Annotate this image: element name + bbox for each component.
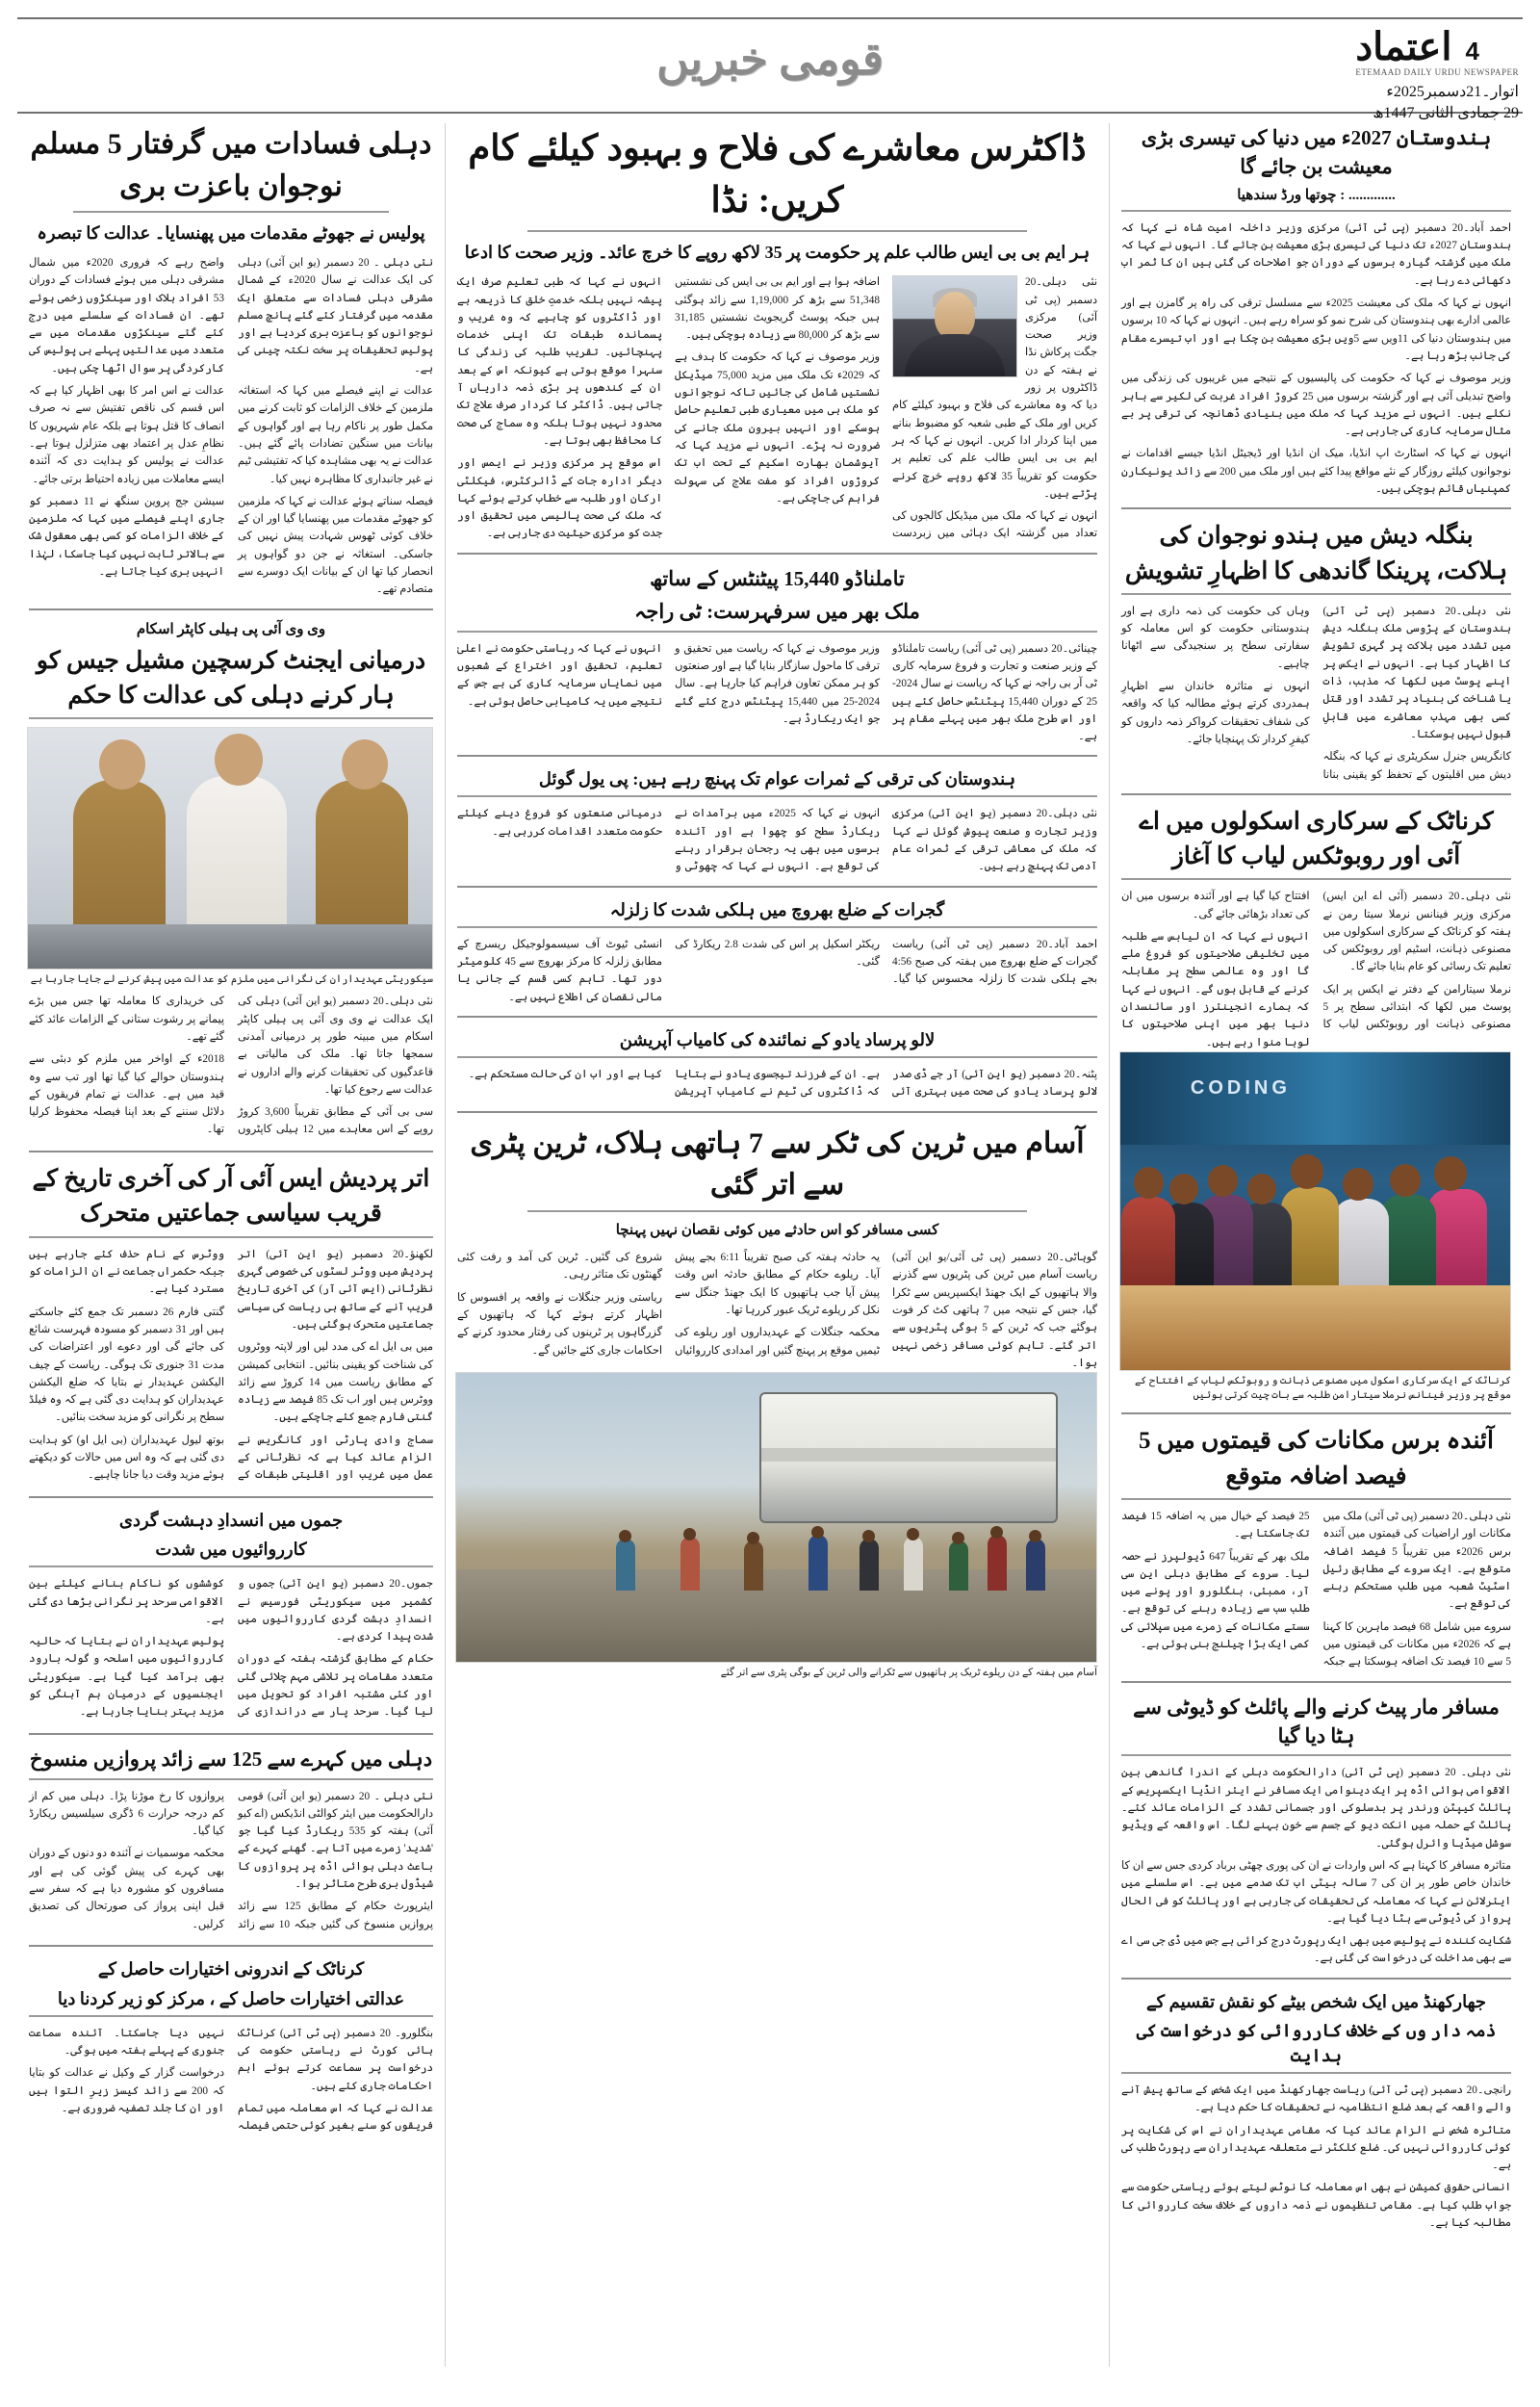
paragraph: انہوں نے کہا کہ 2025ء میں برآمدات نے ریکارڈ سطح کو چھوا ہے اور آئندہ برسوں میں بھی یہ رجحان برقرار رہنے کی توقع ہے۔ انہوں نے کہا کہ چھوٹی و درمیانی صنعتوں کو فروغ دینے کیلئے حکومت متعدد اقدامات کررہی ہے۔ [457,808,880,873]
article-body [457,273,1097,542]
student-head [1134,1167,1164,1199]
paragraph: وزیر موصوف نے کہا کہ حکومت کی پالیسیوں کے نتیجے میں غریبوں کی زندگی میں واضح تبدیلی آئی ہے اور گزشتہ برسوں میں 25 کروڑ افراد غربت کی لکیر سے باہر نکلے ہیں۔ انہوں نے مزید کہا کہ ملک میں بنیادی ڈھانچہ کی ترقی پر بے مثال سرمایہ کاری کی جارہی ہے۔ [1121,373,1511,438]
paragraph: گوہاٹی۔20 دسمبر (پی ٹی آئی/یو این آئی) ریاست آسام میں ٹرین کی پٹریوں سے گذرنے والا ہاتھیوں کے ایک جھنڈ ایکسپریس سے ٹکرا گیا، جس کے نتیجہ میں 7 ہاتھی کٹ کر فوت ہوگئے جب کہ ٹرین کے 5 بوگی پٹریوں سے اتر گئے۔ تاہم کوئی مسافر زخمی نہیں ہوا۔ [892,1252,1097,1369]
headline-line-1: جموں میں انسدادِ دہشت گردی [118,1511,344,1531]
logo-word: اعتماد [1355,25,1452,68]
paragraph: پولیس عہدیداران نے بتایا کہ حالیہ کارروائیوں میں اسلحہ و گولہ بارود بھی برآمد کیا گیا ہے۔ سیکوریٹی ایجنسیوں کے درمیان ہم آہنگی کو مزید بہتر بنایا جارہا ہے۔ [29,1636,224,1719]
paragraph: احمد آباد۔20 دسمبر (پی ٹی آئی) ریاست گجرات کے ضلع بھروچ میں ہفتہ کی صبح 4:56 بجے ہلکی شدت کا زلزلہ محسوس کیا گیا۔ ریکٹر اسکیل پر اس کی شدت 2.8 ریکارڈ کی گئی۔ [675,938,1097,986]
train-accident-photo [455,1372,1097,1663]
bystander [949,1540,968,1591]
article-body [29,1575,433,1723]
paragraph: محکمہ جنگلات کے عہدیداروں اور ریلوے کی ٹیمیں موقع پر پہنچ گئیں اور امدادی کارروائیاں شروع کی گئیں۔ ٹرین کی آمد و رفت کئی گھنٹوں تک متاثر رہی۔ [457,1252,880,1357]
paragraph: درخواست گزار کے وکیل نے عدالت کو بتایا کہ 200 سے زائد کیسز زیرِ التوا ہیں اور ان کا جلد تصفیہ ضروری ہے۔ [29,2067,225,2114]
portrait-shoulders [905,334,1005,376]
official-head [1208,1165,1238,1197]
paragraph: انہوں نے کہا کہ ریاستی حکومت نے اعلیٰ تعلیم، تحقیق اور اختراع کے شعبوں میں نمایاں سرمایہ کاری کی ہے جس کے نتیجے میں یہ کامیابی حاصل ہوئی ہے۔ [457,642,662,708]
deck: ہر ایم بی بی ایس طالب علم پر حکومت پر 35 لاکھ روپے کا خرچ عائد۔ وزیر صحت کا ادعا [464,243,1091,263]
bystander [860,1539,879,1591]
paragraph: متاثرہ شخص نے الزام عائد کیا کہ مقامی عہدیداران نے اس کی شکایت پر کوئی کارروائی نہیں کی۔ ضلع کلکٹر نے متعلقہ عہدیداران سے رپورٹ طلب کی ہے۔ [1121,2124,1511,2172]
deck: پولیس نے جھوٹے مقدمات میں پھنسایا۔ عدالت کا تبصرہ [37,223,425,243]
paragraph: انہوں نے متاثرہ خاندان سے اظہارِ ہمدردی کرتے ہوئے مطالبہ کیا کہ واقعہ کی شفاف تحقیقات کرواکر ذمہ داروں کو کیفرِ کردار تک پہنچایا جائے۔ [1121,681,1310,745]
paragraph: واضح رہے کہ فروری 2020ء میں شمال مشرقی دہلی میں ہوئے فسادات کے دوران 53 افراد ہلاک اور سینکڑوں زخمی ہوئے تھے۔ ان فسادات کے سلسلے میں درج کئے گئے سینکڑوں مقدمات میں سے متعدد میں عدالتیں پہلے ہی پولیس کی کارکردگی پر سوال اٹھا چکی ہیں۔ [29,257,224,375]
train-scene [456,1373,1096,1662]
headline: ڈاکٹرس معاشرے کی فلاح و بہبود کیلئے کام کریں: نڈا [468,129,1087,220]
article-housing [1121,1424,1511,1670]
paragraph: جموں۔20 دسمبر (یو این آئی) جموں و کشمیر میں سیکوریٹی فورسیس نے انسدادِ دہشت گردی کارروائیوں میں شدت پیدا کردی ہے۔ [238,1578,433,1643]
paragraph: سی بی آئی کے مطابق تقریباً 3,600 کروڑ روپے کے اس معاہدے میں 12 ہیلی کاپٹروں کی خریداری کا معاملہ تھا جس میں بڑے پیمانے پر رشوت ستانی کے الزامات عائد کئے گئے تھے۔ [29,996,433,1136]
accused-person-head [215,734,263,786]
article-jammu [29,1508,433,1723]
paragraph: وزیر موصوف نے کہا کہ حکومت کا ہدف ہے کہ 2029ء تک ملک میں مزید 75,000 میڈیکل نشستیں شامل کی جائیں تاکہ نوجوانوں کو ملک ہی میں معیاری طبی تعلیم حاصل ہوسکے اور انہیں بیرون ملک جانے کی ضرورت نہ پڑے۔ انہوں نے مزید کہا کہ آیوشمان بھارت اسکیم کے تحت اب تک کروڑوں افراد کو مفت علاج کی سہولت فراہم کی جاچکی ہے۔ [675,351,880,505]
official-head [1247,1174,1276,1204]
article-assam-train [457,1123,1097,1681]
section-title: قومی خبریں [656,35,884,84]
paragraph: نئی دہلی۔20 دسمبر (یو این آئی) دہلی کی ایک عدالت نے وی وی آئی پی ہیلی کاپٹر اسکام میں مبینہ طور پر درمیانی آمدنی سمجھا جاتا تھا۔ ملک کی مالیاتی بے قاعدگیوں کی تحقیقات کرنے والے اداروں نے عدالت سے رجوع کیا تھا۔ [238,996,433,1096]
headline: ہندوستان 2027ء میں دنیا کی تیسری بڑی معیشت بن جائے گا [1141,126,1492,179]
article-gujarat-quake [457,897,1097,1006]
article-economy-2027 [1121,123,1511,498]
article-body [29,254,433,599]
headline-line-1: تاملناڈو 15,440 پیٹنٹس کے ساتھ [650,566,905,590]
masthead [17,17,1523,122]
paragraph: سروے میں شامل 68 فیصد ماہرین کا کہنا ہے کہ 2026ء میں مکانات کی قیمتوں میں 5 سے 10 فیصد تک اضافہ ہوسکتا ہے جبکہ 25 فیصد کے خیال میں یہ اضافہ 15 فیصد تک جاسکتا ہے۔ [1121,1510,1511,1669]
paragraph: گنتی فارم 26 دسمبر تک جمع کئے جاسکتے ہیں اور 31 دسمبر کو مسودہ فہرست شائع کی جائے گی اور دعوے اور اعتراضات کی مدت 31 جنوری تک ہوگی۔ ریاست کے چیف الیکشن عہدیدار نے بتایا کہ ضلع الیکشن عہدیداران کو ہدایت دی گئی ہے کہ وہ فیلڈ سطح پر نگرانی کو مزید سخت بنائیں۔ [29,1306,225,1424]
article-body [1121,220,1511,498]
paragraph: محکمہ موسمیات نے آئندہ دو دنوں کے دوران بھی کہرے کی پیش گوئی کی ہے اور مسافروں کو مشورہ دیا ہے کہ سفر سے قبل اپنی پرواز کی صورتحال کی تصدیق کرلیں۔ [29,1848,224,1930]
paragraph: نئی دہلی ۔ 20 دسمبر (یو این آئی) دہلی کی ایک عدالت نے سال 2020ء کے شمال مشرقی دہلی فسادات سے متعلق ایک مقدمہ میں گرفتار کئے گئے پانچ مسلم نوجوانوں کو باعزت بری کردیا ہے اور پولیس تحقیقات پر سخت نکتہ چینی کی ہے۔ [238,257,433,375]
article-india-progress [457,766,1097,875]
official-head [1169,1174,1198,1204]
paragraph: انسانی حقوق کمیشن نے بھی اس معاملہ کا نوٹس لیتے ہوئے ریاستی حکومت سے جواب طلب کیا ہے۔ مقامی تنظیموں نے ذمہ داروں کے خلاف سخت کارروائی کا مطالبہ کیا ہے۔ [1121,2182,1511,2230]
bystander [904,1537,923,1591]
headline-line-2: عدالتی اختیارات حاصل کے ، مرکز کو زیر کردنا دیا [57,1988,405,2008]
column-middle [445,123,1109,2367]
headline-line-2: ذمہ دار وں کے خلاف کارروائی کو درخواست کی ہدایت [1136,2020,1497,2065]
logo-latin-subtitle: ETEMAAD DAILY URDU NEWSPAPER [1355,67,1519,77]
column-right [1109,123,1523,2367]
paragraph: سیشن جج پروین سنگھ نے 11 دسمبر کو جاری اپنے فیصلے میں کہا کہ ملزمین کے خلاف الزامات کو کسی بھی معقول شک سے بالاتر ثابت نہیں کیا جاسکا، لہٰذا انہیں بری کیا جاتا ہے۔ [29,495,225,579]
column-left [17,123,445,2367]
paragraph: رانچی۔20 دسمبر (پی ٹی آئی) ریاست جھارکھنڈ میں ایک شخص کے ساتھ پیش آنے والے واقعہ کے بعد ضلع انتظامیہ نے تحقیقات کا حکم دیا ہے۔ [1121,2084,1511,2114]
stage-banner [1120,1052,1510,1145]
article-lead-nadda [457,123,1097,543]
paragraph: اس موقع پر مرکزی وزیر نے ایمس اور دیگر ادارہ جات کے ڈائرکٹرس، فیکلٹی ارکان اور طلبہ سے خطاب کرتے ہوئے کہا کہ ملک کی صحت پالیسی میں تحقیق اور جدت کو مرکزی حیثیت دی جارہی ہے۔ [457,457,662,540]
paragraph: ریاستی وزیر جنگلات نے واقعہ پر افسوس کا اظہار کرتے ہوئے کہا کہ ہاتھیوں کے گزرگاہوں پر ٹرینوں کی رفتار محدود کرنے کے احکامات جاری کئے جائیں گے۔ [457,1291,662,1357]
ground [28,924,432,969]
paragraph: نئی دہلی ۔ 20 دسمبر (یو این آئی) قومی دارالحکومت میں ایئر کوالٹی انڈیکس (اے کیو آئی) ہفتہ کو 535 ریکارڈ کیا گیا جو 'شدید' زمرے میں آتا ہے۔ گھنے کہرے کے باعث دہلی ہوائی اڈہ پر پروازوں کا شیڈول بری طرح متاثر ہوا۔ [238,1790,433,1891]
student-head [1434,1156,1467,1191]
bystander [988,1535,1007,1591]
article-karnataka-court [29,1956,433,2135]
paragraph: انہوں نے کہا کہ ان لیابس سے طلبہ میں تخلیقی صلاحیتوں کو فروغ ملے گا اور وہ عالمی سطح پر مقابلہ کرنے کے قابل ہوں گے۔ انہوں نے کہا کہ ہمارے انجینئرز اور سائنسدان دنیا بھر میں اپنی صلاحیتوں کا لوہا منوا رہے ہیں۔ [1121,930,1310,1048]
paragraph: انسٹی ٹیوٹ آف سیسمولوجیکل ریسرچ کے مطابق زلزلہ کا مرکز بھروچ سے 45 کلومیٹر دور تھا۔ تاہم کسی قسم کے جانی یا مالی نقصان کی اطلاع نہیں ہے۔ [457,938,662,1003]
article-pilot-passenger [1121,1693,1511,1968]
article-body [1121,1508,1511,1671]
article-karnataka-ai [1121,805,1511,1404]
headline-line-2: کارروائیوں میں شدت [155,1540,307,1560]
paragraph: ایئرپورٹ حکام کے مطابق 125 سے زائد پروازیں منسوخ کی گئیں جبکہ 10 سے زائد پروازوں کا رخ موڑنا پڑا۔ دہلی میں کم از کم درجہ حرارت 6 ڈگری سیلسیس ریکارڈ کیا گیا۔ [29,1790,433,1930]
paragraph: بنگلورو۔ 20 دسمبر (پی ٹی آئی) کرناٹک ہائی کورٹ نے ریاستی حکومت کی درخواست پر سماعت کرتے ہوئے اہم احکامات جاری کئے ہیں۔ [238,2027,433,2092]
article-body [1121,888,1511,1051]
article-body [1121,2082,1511,2232]
bystander [744,1540,763,1591]
headline: اتر پردیش ایس آئی آر کی آخری تاریخ کے قریب سیاسی جماعتیں متحرک [32,1166,430,1228]
headline: آئندہ برس مکانات کی قیمتوں میں 5 فیصد اضافہ متوقع [1139,1428,1494,1489]
article-body [457,640,1097,746]
minister-portrait [892,275,1017,377]
paragraph: چینائی۔20 دسمبر (پی ٹی آئی) ریاست تاملناڈو کے وزیر صنعت و تجارت و فروغ سرمایہ کاری ٹی آر بی راجہ نے کہا کہ ریاست نے سال 2024-25 کے دوران 15,440 پیٹنٹس حاصل کئے ہیں اور اس طرح ملک بھر میں پہلے مقام پر ہے۔ [892,642,1097,743]
byline: ............. : چوتھا ورڈ سندھیا [1237,187,1396,203]
paragraph: سماج وادی پارٹی اور کانگریس نے الزام عائد کیا ہے کہ نظرثانی کے عمل میں غریب اور اقلیتی طبقات کے ووٹرس کے نام حذف کئے جارہے ہیں جبکہ حکمراں جماعت نے ان الزامات کو مسترد کیا ہے۔ [29,1248,433,1482]
article-body [457,1249,1097,1372]
paragraph: عدالت نے کہا کہ اس معاملہ میں تمام فریقوں کو سنے بغیر کوئی حتمی فیصلہ نہیں دیا جاسکتا۔ آئندہ سماعت جنوری کے پہلے ہفتہ میں ہوگی۔ [29,2027,433,2133]
portrait-face [935,292,975,340]
paragraph: ملک بھر کے تقریباً 647 ڈیولپرز نے حصہ لیا۔ سروے کے مطابق دہلی این سی آر، ممبئی، بنگلورو اور پونے میں طلب سب سے زیادہ رہنے کی توقع ہے۔ سستے مکانات کے زمرے میں سپلائی کی کمی ایک بڑا چیلنج بنی ہوئی ہے۔ [1121,1550,1310,1650]
paragraph: نئی دہلی۔20 دسمبر (پی ٹی آئی) مرکزی وزیر صحت جگت پرکاش نڈا نے ہفتہ کے دن ڈاکٹروں پر زور دیا کہ وہ معاشرے کی فلاح و بہبود کیلئے کام کریں اور ملک کے طبی شعبہ کو مضبوط بنانے میں اپنا کردار ادا کریں۔ انہوں نے کہا کہ ہر ایم بی بی ایس طالب علم کی تعلیم پر حکومت کو تقریباً 35 لاکھ روپے خرچ کرنے پڑتے ہیں۔ [892,276,1097,500]
student-head [1390,1164,1421,1197]
student-head [1343,1168,1373,1201]
deck: کسی مسافر کو اس حادثے میں کوئی نقصان نہیں پہنچا [615,1222,939,1238]
headline: لالو پرساد یادو کے نمائندہ کی کامیاب آپریشن [619,1029,936,1049]
paragraph: نئی دہلی۔20 دسمبر (آئی اے این ایس) مرکزی وزیر فینانس نرملا سیتا رمن نے ہفتہ کو کرناٹک کے سرکاری اسکولوں میں مصنوعی ذہانت، اسٹیم اور روبوٹکس کی تعلیم تک رسائی کو عام بنایا جائے گا۔ [1322,891,1512,973]
locomotive [759,1392,1058,1523]
headline: گجرات کے ضلع بھروچ میں ہلکی شدت کا زلزلہ [609,899,945,919]
paragraph: حکام کے مطابق گزشتہ ہفتہ کے دوران متعدد مقامات پر تلاشی مہم چلائی گئی اور کئی مشتبہ افراد کو تحویل میں لیا گیا۔ سرحد پار سے دراندازی کی کوششوں کو ناکام بنانے کیلئے بین الاقوامی سرحد پر نگرانی بڑھا دی گئی ہے۔ [29,1578,433,1719]
article-vvip-helicopter [29,620,433,1142]
court-escort-photo [27,727,433,970]
headline: درمیانی ایجنٹ کرسچین مشیل جیس کو ہار کرنے دہلی کی عدالت کا حکم [36,647,426,709]
paragraph: 2018ء کے اواخر میں ملزم کو دبئی سے ہندوستان حوالے کیا گیا تھا اور تب سے وہ قید میں ہے۔ عدالت نے تمام فریقوں کے دلائل سننے کے بعد اپنا فیصلہ محفوظ کرلیا تھا۔ [29,1053,224,1136]
headline: دہلی فسادات میں گرفتار 5 مسلم نوجوان باعزت بری [30,128,432,202]
student-head [1291,1154,1323,1189]
photo-caption: کرناٹک کے ایک سرکاری اسکول میں مصنوعی ذہانت و روبوٹکس لیاب کے افتتاح کے موقع پر وزیر فینانس نرملا سیتارامن طلبہ سے بات چیت کرتی ہوئیں [1135,1375,1511,1402]
paragraph: انہوں نے کہا کہ ملک میں میڈیکل کالجوں کی تعداد میں گزشتہ ایک دہائی میں زبردست اضافہ ہوا ہے اور ایم بی بی ایس کی نشستیں 51,348 سے بڑھ کر 1,19,000 سے زائد ہوگئی ہیں جبکہ پوسٹ گریجویٹ نشستیں 31,185 سے بڑھ کر 80,000 سے زیادہ ہوچکی ہیں۔ [675,276,1097,540]
bystander-head [1029,1530,1041,1542]
paragraph: یہ حادثہ ہفتہ کی صبح تقریباً 6:11 بجے پیش آیا۔ ریلوے حکام کے مطابق حادثہ اس وقت پیش آیا جب ہاتھیوں کا ایک جھنڈ جنگل سے نکل کر ریلوے ٹریک عبور کررہا تھا۔ [675,1252,880,1317]
paragraph: نئی دہلی۔20 دسمبر (یو این آئی) مرکزی وزیر تجارت و صنعت پیوش گوئل نے کہا کہ ملک کی معاشی ترقی کے ثمرات عام آدمی تک پہنچ رہے ہیں۔ [892,808,1097,873]
paragraph: لکھنؤ۔20 دسمبر (یو این آئی) اتر پردیش میں ووٹر لسٹوں کی خصوصی گہری نظرثانی (ایس آئی آر) کی آخری تاریخ قریب آنے کے ساتھ ہی ریاست کی سیاسی جماعتیں متحرک ہوگئی ہیں۔ [238,1248,433,1331]
classroom-scene [1120,1052,1510,1370]
article-body [457,805,1097,875]
headline: بنگلہ دیش میں ہندو نوجوان کی ہلاکت، پرینکا گاندھی کا اظہارِ تشویش [1124,523,1508,584]
paragraph: پٹنہ۔20 دسمبر (یو این آئی) آر جے ڈی صدر لالو پرساد یادو کی صحت میں بہتری آئی ہے۔ ان کے فرزند تیجسوی یادو نے بتایا کہ ڈاکٹروں کی ٹیم نے کامیاب آپریشن کیا ہے اور اب ان کی حالت مستحکم ہے۔ [468,1069,1097,1099]
paragraph: بوتھ لیول عہدیداران (بی ایل او) کو ہدایت دی گئی ہے کہ وہ اس میں حالات کو دیکھتے ہوئے مزید وقت دیا جانا چاہیے۔ [29,1434,224,1482]
page-columns [17,123,1523,2367]
section-header [17,33,1523,85]
article-body [457,1066,1097,1101]
desk [1120,1285,1510,1370]
bystander [680,1537,700,1591]
article-delhi-fog [29,1745,433,1935]
headline: دہلی میں کہرے سے 125 سے زائد پروازیں منسوخ [29,1747,433,1772]
police-escort-scene [28,728,432,969]
paragraph: عدالت نے اپنے فیصلے میں کہا کہ استغاثہ ملزمین کے خلاف الزامات کو ثابت کرنے میں مکمل طور پر ناکام رہا ہے اور گواہوں کے بیانات میں سنگین تضادات پائے گئے ہیں۔ عدالت نے یہ بھی مشاہدہ کیا کہ تفتیشی ٹیم نے غیر جانبداری کا مظاہرہ نہیں کیا۔ [238,385,433,485]
paragraph: انہوں نے کہا کہ اسٹارٹ اپ انڈیا، میک ان انڈیا اور ڈیجیٹل انڈیا جیسے اقدامات نے نوجوانوں کیلئے روزگار کے نئے مواقع پیدا کئے ہیں اور ملک میں 200 سے زائد یونیکارن کمپنیاں قائم ہوچکی ہیں۔ [1121,448,1511,496]
article-tamilnadu-patents [457,564,1097,746]
kicker: وی وی آئی پی ہیلی کاپٹر اسکام [136,621,326,637]
paragraph: نئی دہلی۔20 دسمبر (پی ٹی آئی) ملک میں مکانات اور اراضیات کی قیمتوں میں آئندہ برس 2026ء میں تقریباً 5 فیصد اضافہ متوقع ہے۔ ایک سروے کے مطابق رئیل اسٹیٹ شعبہ میں طلب مستحکم رہنے کی توقع ہے۔ [1322,1510,1512,1611]
article-delhi-riots [29,123,433,599]
article-body [29,1788,433,1936]
paragraph: نئی دہلی۔20 دسمبر (پی ٹی آئی) ہندوستان کے پڑوسی ملک بنگلہ دیش میں تشدد میں ہلاکت پر گہری تشویش کا اظہار کیا ہے۔ انہوں نے ایکس پر اپنے پوسٹ میں لکھا کہ مذہب، ذات یا شناخت کی بنیاد پر تشدد اور قتل کسی بھی مہذب معاشرے میں قابلِ قبول نہیں ہوسکتا۔ [1322,605,1511,740]
photo-caption: سیکوریٹی عہدیداران کی نگرانی میں ملزم کو عدالت میں پیش کرنے لے جایا جارہا ہے [30,974,433,986]
article-bangladesh [1121,519,1511,783]
article-body [29,2025,433,2135]
classroom-photo [1119,1051,1511,1371]
article-lalu [457,1027,1097,1101]
bystander [808,1535,828,1591]
paragraph: احمد آباد۔20 دسمبر (پی ٹی آئی) مرکزی وزیر داخلہ امیت شاہ نے کہا کہ ہندوستان 2027ء تک دنیا کی تیسری بڑی معیشت بن جائے گا۔ انہوں نے کہا کہ ملک میں گزشتہ گیارہ برسوں کے دوران جو اصلاحات کی گئی ہیں ان کا ثمر اب دکھائی دے رہا ہے۔ [1121,221,1511,287]
locomotive-band [761,1448,1056,1462]
headline-line-1: جھارکھنڈ میں ایک شخص بیٹے کو نقش تقسیم کے [1145,1991,1487,2011]
article-up-sir [29,1162,433,1487]
date-hijri: 29 جمادی الثانی 1447ھ [1373,105,1519,122]
bystander [1026,1539,1045,1591]
headline: مسافر مار پیٹ کرنے والے پائلٹ کو ڈیوٹی سے ہٹا دیا گیا [1133,1695,1500,1748]
paragraph: انہوں نے کہا کہ طبی تعلیم صرف ایک پیشہ نہیں بلکہ خدمتِ خلق کا ذریعہ ہے اور ڈاکٹروں کو چاہیے کہ وہ غریب و پسماندہ طبقات تک اپنی خدمات پہنچائیں۔ تقریب طلبہ کی زندگی کا سنہرا موقع ہوتی ہے کیونکہ اس کے بعد ان کے کندھوں پر بڑی ذمہ داریاں آ جاتی ہیں۔ ڈاکٹر کا کردار صرف علاج تک محدود نہیں ہوتا بلکہ وہ سماج کی صحت کا محافظ بھی ہوتا ہے۔ [457,276,662,447]
bystander-head [811,1526,824,1539]
date-gregorian: اتوار۔21دسمبر2025ء [1386,84,1519,101]
paragraph: نرملا سیتارامن کے دفتر نے ایکس پر ایک پوسٹ میں لکھا کہ ابتدائی سطح پر 5 مصنوعی ذہانت اور روبوٹکس لیاب کا افتتاح کیا گیا ہے اور آئندہ برسوں میں ان کی تعداد بڑھائی جائے گی۔ [1121,891,1511,1031]
paragraph: کانگریس جنرل سکریٹری نے کہا کہ بنگلہ دیش میں اقلیتوں کے تحفظ کو یقینی بنانا وہاں کی حکومت کی ذمہ داری ہے اور ہندوستانی حکومت کو اس معاملہ کو سفارتی سطح پر سنجیدگی سے اٹھانا چاہیے۔ [1121,605,1511,781]
article-body [1121,603,1511,784]
paragraph: متاثرہ مسافر کا کہنا ہے کہ اس واردات نے ان کی پوری چھٹی برباد کردی جس سے ان کا خاندان خاص طور پر ان کی 7 سالہ بیٹی اب تک صدمے میں ہے۔ اس سلسلے میں ایئرلائن نے کہا کہ معاملہ کی تحقیقات کی جارہی ہے اور پائلٹ کو فی الحال پرواز کی ڈیوٹی سے ہٹا دیا گیا ہے۔ [1121,1859,1511,1925]
headline-line-1: کرناٹک کے اندرونی اختیارات حاصل کے [97,1959,365,1980]
paragraph: نئی دہلی۔ 20 دسمبر (پی ٹی آئی) دارالحکومت دہلی کے اندرا گاندھی بین الاقوامی ہوائی اڈہ پر ایک دینوامی ایک مسافر نے ایئر انڈیا ایکسپریس کے پائلٹ کیپٹن ورندر پر بدسلوکی اور جسمانی تشدد کے الزامات عائد کئے۔ پائلٹ کے حملہ میں انکت دیو کے جسم سے خون بہنے لگا۔ اس واقعہ کے ویڈیو سوشل میڈیا وائرل ہوگئی۔ [1121,1767,1511,1850]
headline: کرناٹک کے سرکاری اسکولوں میں اے آئی اور روبوٹکس لیاب کا آغاز [1139,808,1494,870]
article-jharkhand [1121,1989,1511,2233]
article-body [29,993,433,1141]
paragraph: میں بی ایل اے کی مدد لیں اور لاپتہ ووٹروں کی شناخت کو یقینی بنائیں۔ انتخابی کمیشن کے مطابق ریاست میں 14 کروڑ سے زائد ووٹرس ہیں اور اب تک 85 فیصد سے زیادہ گنتی فارم جمع کئے جاچکے ہیں۔ [238,1341,434,1424]
paragraph: شکایت کنندہ نے پولیس میں بھی ایک رپورٹ درج کرائی ہے جس میں ڈی جی سی اے سے بھی مداخلت کی درخواست کی گئی ہے۔ [1121,1935,1511,1965]
article-body [457,936,1097,1006]
banner-text: CODING [1190,1076,1291,1099]
headline: آسام میں ٹرین کی ٹکر سے 7 ہاتھی ہلاک، ٹرین پٹری سے اتر گئی [470,1126,1085,1202]
photo-caption: آسام میں ہفتہ کے دن ریلوے ٹریک پر ہاتھیوں سے ٹکرانے والی ٹرین کے بوگی پٹری سے اتر گئے [720,1668,1097,1679]
paragraph: عدالت نے اس امر کا بھی اظہار کیا ہے کہ اس قسم کی ناقص تفتیش سے نہ صرف انصاف کا قتل ہوتا ہے بلکہ عام شہریوں کا نظامِ عدل پر اعتماد بھی متزلزل ہوتا ہے۔ عدالت نے پولیس کو ہدایت دی کہ آئندہ ایسے معاملات میں زیادہ احتیاط برتی جائے۔ [29,385,224,485]
headline-line-2: ملک بھر میں سرفہرست: ٹی راجہ [634,600,920,624]
page-number: 4 [1465,37,1478,65]
article-body [29,1246,433,1487]
police-officer-head [342,739,388,789]
paragraph: انہوں نے کہا کہ ملک کی معیشت 2025ء سے مسلسل ترقی کی راہ پر گامزن ہے اور عالمی ادارے بھی ہندوستان کی شرح نمو کو سراہ رہے ہیں۔ انہوں نے کہا کہ 10 برسوں میں ہندوستان دنیا کی 11ویں سے 5ویں بڑی معیشت بن چکا ہے اور اب تیسرے مقام کی جانب بڑھ رہا ہے۔ [1121,298,1512,362]
headline: ہندوستان کی ترقی کے ثمرات عوام تک پہنچ رہے ہیں: پی یول گوئل [538,769,1016,789]
bystander-head [683,1528,696,1540]
article-body [1121,1764,1511,1967]
paragraph: فیصلہ سناتے ہوئے عدالت نے کہا کہ ملزمین کو جھوٹے مقدمات میں پھنسایا گیا اور ان کے خلاف کوئی ٹھوس شہادت پیش نہیں کی جاسکی۔ استغاثہ نے جن دو گواہوں پر انحصار کیا تھا ان کے بیانات ایک دوسرے سے متصادم تھے۔ [238,495,433,596]
police-officer-head [99,739,145,789]
bystander [616,1539,635,1591]
paragraph: وزیر موصوف نے کہا کہ ریاست میں تحقیق و ترقی کا ماحول سازگار بنایا گیا ہے اور صنعتوں کو ہر ممکن تعاون فراہم کیا جارہا ہے۔ سال 2024-25 میں 15,440 پیٹنٹس درج کئے گئے جو ایک ریکارڈ ہے۔ [675,642,880,725]
